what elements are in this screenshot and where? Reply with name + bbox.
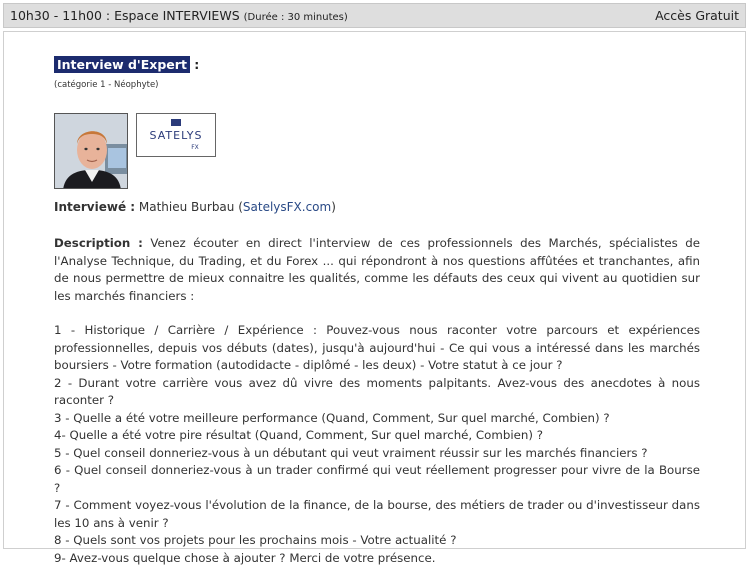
session-header: [3, 3, 746, 28]
description-text: Venez écouter en direct l'interview de ces professionnels des Marchés, spécialistes de l'Analyse Technique, du Trading, et du Forex ... qui répondront à nos questions affûtées et tranchantes, afin de nous permettre de mieux connaitre les qualités, comme les défauts des ceux qui vivent au quotidien sur les marchés financiers :: [54, 236, 700, 303]
tag-suffix: :: [190, 57, 199, 72]
satelys-logo: [137, 114, 215, 156]
access-label: Accès Gratuit: [655, 8, 739, 23]
question-item: 2 - Durant votre carrière vous avez dû vivre des moments palpitants. Avez-vous des anecdotes à nous raconter ?: [54, 375, 700, 410]
interviewee-photo: [54, 113, 128, 189]
portrait-image: [55, 114, 128, 189]
question-item: 9- Avez-vous quelque chose à ajouter ? Merci de votre présence.: [54, 550, 700, 567]
question-item: 6 - Quel conseil donneriez-vous à un trader confirmé qui veut réellement progresser pour vivre de la Bourse ?: [54, 462, 700, 497]
interview-tag: Interview d'Expert: [54, 56, 190, 73]
question-item: 3 - Quelle a été votre meilleure performance (Quand, Comment, Sur quel marché, Combien) ?: [54, 410, 700, 428]
interviewee-website-link[interactable]: SatelysFX.com: [243, 200, 331, 214]
category-label: (catégorie 1 - Néophyte): [54, 80, 159, 90]
session-panel: [3, 31, 746, 549]
question-item: 4- Quelle a été votre pire résultat (Quand, Comment, Sur quel marché, Combien) ?: [54, 427, 700, 445]
question-list: [54, 322, 700, 567]
tag-line: [54, 57, 199, 72]
logo-subtext: FX: [191, 144, 199, 151]
interviewee-name: Mathieu Burbau (: [135, 200, 243, 214]
time-slot: 10h30 - 11h00 : Espace INTERVIEWS: [10, 8, 240, 23]
duration: (Durée : 30 minutes): [244, 12, 348, 23]
interviewee-label: Interviewé :: [54, 200, 135, 214]
question-item: 7 - Comment voyez-vous l'évolution de la finance, de la bourse, des métiers de trader ou d'investisseur dans les 10 ans à venir ?: [54, 497, 700, 532]
sponsor-logo[interactable]: [136, 113, 216, 157]
logo-text: SATELYS: [150, 129, 203, 142]
question-item: 1 - Historique / Carrière / Expérience : Pouvez-vous nous raconter votre parcours et expériences professionnelles, depuis vos débuts (dates), jusqu'à aujourd'hui - Ce qui vous a intéressé dans les marchés boursiers - Votre formation (autodidacte - diplômé - les deux) - Votre statut à ce jour ?: [54, 322, 700, 375]
question-item: 8 - Quels sont vos projets pour les prochains mois - Votre actualité ?: [54, 532, 700, 550]
session-title: [10, 8, 348, 23]
interviewee-line: [54, 200, 336, 214]
interviewee-close: ): [331, 200, 336, 214]
description: [54, 235, 700, 305]
description-label: Description :: [54, 236, 143, 250]
question-item: 5 - Quel conseil donneriez-vous à un débutant qui veut vraiment réussir sur les marchés financiers ?: [54, 445, 700, 463]
session-block: [1, 0, 749, 550]
